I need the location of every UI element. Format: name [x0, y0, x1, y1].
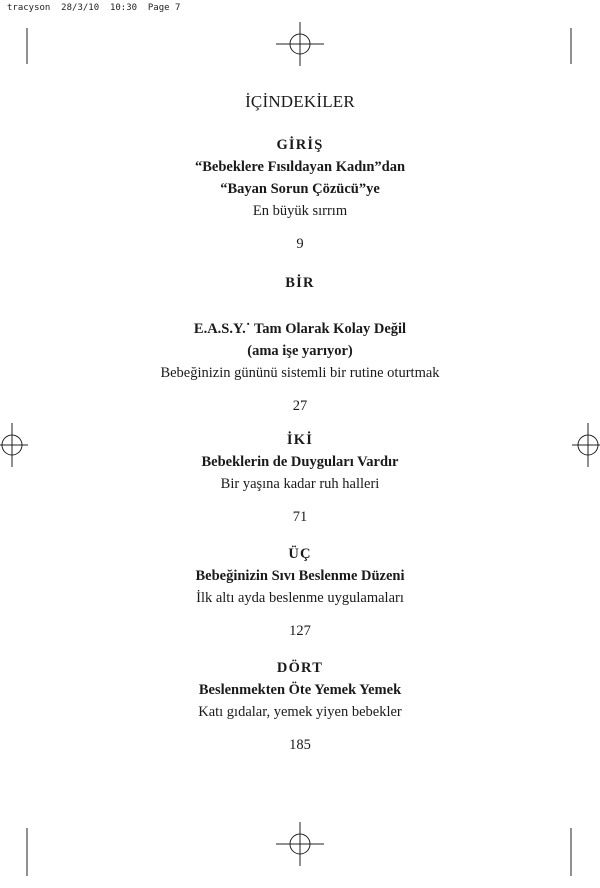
page-number: 185: [289, 737, 311, 753]
section-number: BİR: [285, 275, 315, 291]
section-number: GİRİŞ: [276, 137, 324, 153]
page-title: İÇİNDEKİLER: [245, 92, 355, 111]
crop-mark-bottom-left: [0, 820, 40, 888]
page-number: 127: [289, 623, 311, 639]
section-number: DÖRT: [276, 660, 324, 676]
section-title-line: E.A.S.Y.˙ Tam Olarak Kolay Değil: [193, 321, 407, 337]
page-number: 9: [296, 236, 304, 252]
crop-mark-top-left: [0, 0, 40, 70]
section-title-line: (ama işe yarıyor): [247, 343, 353, 359]
toc-entry-bir: [0, 272, 600, 416]
section-subtitle: Katı gıdalar, yemek yiyen bebekler: [198, 704, 402, 720]
section-title-line: “Bebeklere Fısıldayan Kadın”dan: [194, 159, 406, 175]
print-header: tracyson 28/3/10 10:30 Page 7: [7, 3, 181, 13]
section-subtitle: En büyük sırrım: [252, 203, 348, 219]
registration-mark-bottom: [270, 822, 330, 866]
crop-mark-top-right: [560, 0, 600, 70]
section-number: İKİ: [286, 432, 314, 448]
crop-mark-bottom-right: [560, 820, 600, 888]
section-subtitle: Bebeğinizin gününü sistemli bir rutine oturtmak: [160, 365, 440, 381]
section-title-line: Bebeklerin de Duyguları Vardır: [201, 454, 399, 470]
section-subtitle: İlk altı ayda beslenme uygulamaları: [196, 590, 404, 606]
toc-entry-giris: [0, 134, 600, 254]
section-title-line: Bebeğinizin Sıvı Beslenme Düzeni: [195, 568, 405, 584]
section-subtitle: Bir yaşına kadar ruh halleri: [220, 476, 380, 492]
page-number: 27: [292, 398, 308, 414]
section-title-line: Beslenmekten Öte Yemek Yemek: [198, 682, 402, 698]
toc-entry-uc: [0, 543, 600, 641]
toc-entry-dort: [0, 657, 600, 755]
page-number: 71: [292, 509, 308, 525]
registration-mark-top: [270, 22, 330, 66]
toc-entry-iki: [0, 429, 600, 527]
section-title-line: “Bayan Sorun Çözücü”ye: [220, 181, 380, 197]
section-number: ÜÇ: [288, 546, 312, 562]
